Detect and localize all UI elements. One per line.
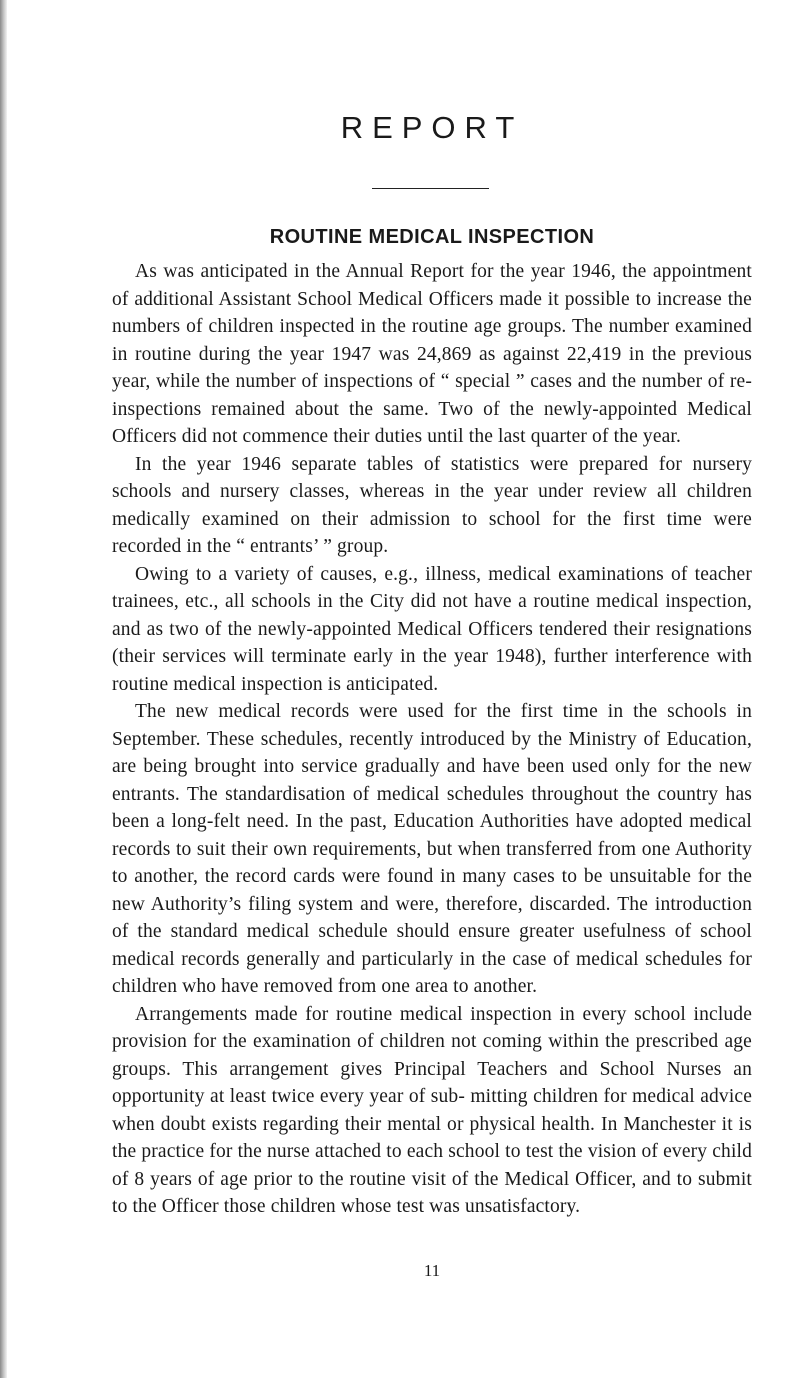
section-heading: ROUTINE MEDICAL INSPECTION: [269, 226, 595, 248]
body-text: [112, 258, 752, 1221]
paragraph-5: Arrangements made for routine medical inspection in every school include provision for the examination of children not coming within the prescribed age groups. This arrangement gives Principal Teachers and School Nurses an opportunity at least twice every year of sub- mitting children for medical advice when doubt exists regarding their mental or physical health. In Manchester it is the practice for the nurse attached to each school to test the vision of every child of 8 years of age prior to the routine visit of the Medical Officer, and to submit to the Officer those children whose test was unsatisfactory.: [112, 1003, 752, 1217]
paragraph-4: The new medical records were used for the first time in the schools in September. These schedules, recently introduced by the Ministry of Education, are being brought into service gradually and have been used only for the new entrants. The standardisation of medical schedules throughout the country has been a long-felt need. In the past, Education Authorities have adopted medical records to suit their own requirements, but when transferred from one Authority to another, the record cards were found in many cases to be unsuitable for the new Authority’s filing system and were, therefore, discarded. The introduction of the standard medical schedule should ensure greater usefulness of school medical records generally and particularly in the case of medical schedules for children who have removed from one area to another.: [112, 701, 752, 997]
paragraph-2: In the year 1946 separate tables of statistics were prepared for nursery schools and nursery classes, whereas in the year under review all children medically examined on their admission to school for the first time were recorded in the “ entrants’ ” group.: [112, 453, 752, 557]
paragraph-1: As was anticipated in the Annual Report for the year 1946, the appointment of additional Assistant School Medical Officers made it possible to increase the numbers of children inspected in the routine age groups. The number examined in routine during the year 1947 was 24,869 as against 22,419 in the previous year, while the number of inspections of “ special ” cases and the number of re-inspections remained about the same. Two of the newly-appointed Medical Officers did not commence their duties until the last quarter of the year.: [112, 261, 752, 447]
paragraph-3: Owing to a variety of causes, e.g., illness, medical examinations of teacher trainees, etc., all schools in the City did not have a routine medical inspection, and as two of the newly-appointed Medical Officers tendered their resignations (their services will terminate early in the year 1948), further interference with routine medical inspection is anticipated.: [112, 563, 752, 695]
page-edge-shadow: [0, 0, 7, 1378]
page-number: 11: [423, 1261, 441, 1280]
title-divider: [372, 188, 489, 189]
report-title: REPORT: [340, 110, 524, 145]
